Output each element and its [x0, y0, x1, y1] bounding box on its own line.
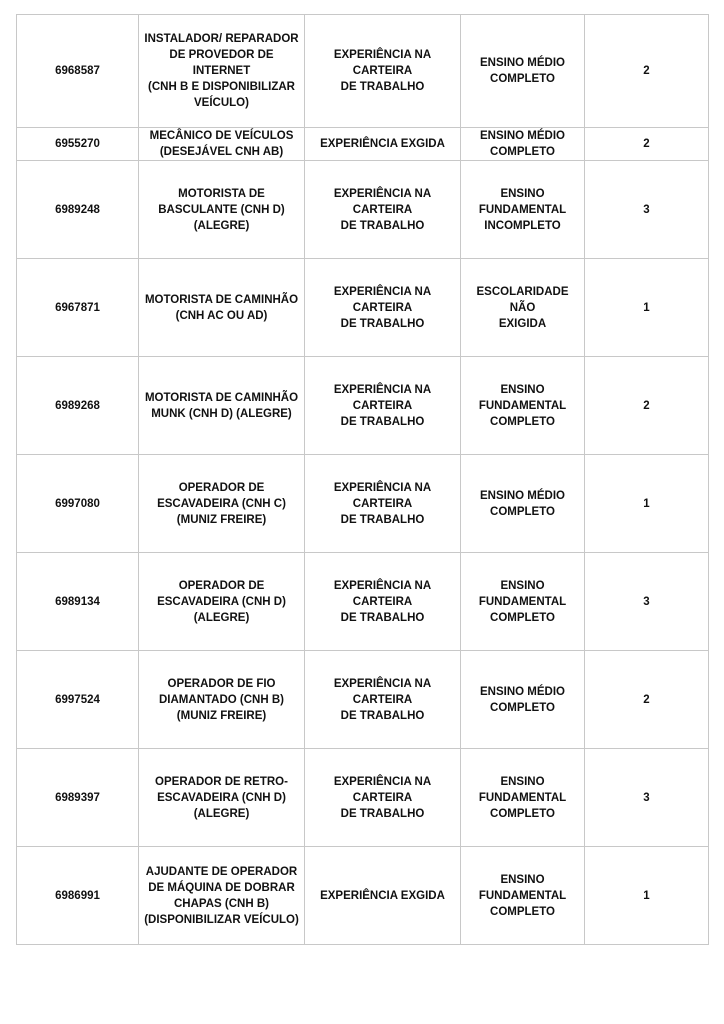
- job-role-cell: [139, 15, 305, 128]
- education-cell: [461, 128, 585, 161]
- experience-cell: [305, 259, 461, 357]
- job-role-text: OPERADOR DE ESCAVADEIRA (CNH C) (MUNIZ FREIRE): [157, 481, 286, 526]
- experience-cell: [305, 847, 461, 945]
- job-role-text: MOTORISTA DE CAMINHÃO (CNH AC OU AD): [144, 293, 299, 322]
- job-role-cell: [139, 651, 305, 749]
- experience-text: EXPERIÊNCIA NA CARTEIRA DE TRABALHO: [333, 775, 432, 820]
- job-listing-sheet: [16, 14, 708, 945]
- table-row: [17, 553, 709, 651]
- vacancies-cell: 1: [585, 847, 709, 945]
- job-role-text: MOTORISTA DE BASCULANTE (CNH D) (ALEGRE): [158, 187, 285, 232]
- job-code-cell: 6989397: [17, 749, 139, 847]
- vacancies-cell: 2: [585, 357, 709, 455]
- table-row: [17, 259, 709, 357]
- education-text: ENSINO MÉDIO COMPLETO: [480, 57, 565, 85]
- experience-text: EXPERIÊNCIA NA CARTEIRA DE TRABALHO: [333, 383, 432, 428]
- education-cell: [461, 847, 585, 945]
- education-text: ESCOLARIDADE NÃO EXIGIDA: [476, 285, 569, 330]
- vacancies-cell: 3: [585, 553, 709, 651]
- experience-cell: [305, 357, 461, 455]
- experience-cell: [305, 455, 461, 553]
- education-cell: [461, 357, 585, 455]
- job-role-text: OPERADOR DE ESCAVADEIRA (CNH D) (ALEGRE): [157, 579, 286, 624]
- job-code-cell: 6986991: [17, 847, 139, 945]
- job-vacancies-table: [16, 14, 709, 945]
- experience-cell: [305, 128, 461, 161]
- table-row: [17, 749, 709, 847]
- education-text: ENSINO FUNDAMENTAL INCOMPLETO: [478, 187, 567, 232]
- experience-cell: [305, 553, 461, 651]
- job-role-cell: [139, 357, 305, 455]
- table-row: [17, 15, 709, 128]
- job-code-cell: 6967871: [17, 259, 139, 357]
- job-code-cell: 6989134: [17, 553, 139, 651]
- education-text: ENSINO MÉDIO COMPLETO: [480, 685, 565, 714]
- education-text: ENSINO FUNDAMENTAL COMPLETO: [478, 383, 567, 428]
- experience-text: EXPERIÊNCIA EXGIDA: [320, 138, 445, 150]
- job-role-cell: [139, 259, 305, 357]
- job-code-cell: 6997524: [17, 651, 139, 749]
- experience-text: EXPERIÊNCIA NA CARTEIRA DE TRABALHO: [333, 677, 432, 722]
- education-cell: [461, 15, 585, 128]
- education-cell: [461, 259, 585, 357]
- vacancies-cell: 3: [585, 161, 709, 259]
- job-role-cell: [139, 847, 305, 945]
- job-role-cell: [139, 553, 305, 651]
- experience-cell: [305, 651, 461, 749]
- education-text: ENSINO FUNDAMENTAL COMPLETO: [478, 775, 567, 820]
- education-cell: [461, 651, 585, 749]
- table-row: [17, 161, 709, 259]
- vacancies-cell: 2: [585, 651, 709, 749]
- job-role-text: OPERADOR DE RETRO- ESCAVADEIRA (CNH D) (ALEGRE): [155, 775, 288, 820]
- experience-text: EXPERIÊNCIA NA CARTEIRA DE TRABALHO: [333, 187, 432, 232]
- job-code-cell: 6955270: [17, 128, 139, 161]
- experience-text: EXPERIÊNCIA NA CARTEIRA DE TRABALHO: [333, 481, 432, 526]
- experience-text: EXPERIÊNCIA NA CARTEIRA DE TRABALHO: [333, 285, 432, 330]
- experience-cell: [305, 15, 461, 128]
- vacancies-cell: 2: [585, 128, 709, 161]
- education-text: ENSINO FUNDAMENTAL COMPLETO: [478, 873, 567, 918]
- job-role-cell: [139, 128, 305, 161]
- job-code-cell: 6997080: [17, 455, 139, 553]
- experience-cell: [305, 749, 461, 847]
- job-role-text: INSTALADOR/ REPARADOR DE PROVEDOR DE INTERNET (CNH B E DISPONIBILIZAR VEÍCULO): [144, 33, 299, 109]
- education-text: ENSINO FUNDAMENTAL COMPLETO: [478, 579, 567, 624]
- table-row: [17, 651, 709, 749]
- job-role-cell: [139, 161, 305, 259]
- education-cell: [461, 161, 585, 259]
- job-role-text: OPERADOR DE FIO DIAMANTADO (CNH B) (MUNIZ FREIRE): [159, 677, 284, 722]
- vacancies-cell: 1: [585, 455, 709, 553]
- table-row: [17, 128, 709, 161]
- job-role-text: MOTORISTA DE CAMINHÃO MUNK (CNH D) (ALEGRE): [144, 391, 299, 420]
- vacancies-cell: 3: [585, 749, 709, 847]
- job-role-text: MECÂNICO DE VEÍCULOS (DESEJÁVEL CNH AB): [149, 130, 294, 158]
- experience-text: EXPERIÊNCIA NA CARTEIRA DE TRABALHO: [333, 49, 432, 93]
- job-code-cell: 6968587: [17, 15, 139, 128]
- education-cell: [461, 553, 585, 651]
- job-code-cell: 6989248: [17, 161, 139, 259]
- experience-text: EXPERIÊNCIA NA CARTEIRA DE TRABALHO: [333, 579, 432, 624]
- education-cell: [461, 749, 585, 847]
- education-text: ENSINO MÉDIO COMPLETO: [480, 489, 565, 518]
- job-role-cell: [139, 455, 305, 553]
- job-role-cell: [139, 749, 305, 847]
- job-role-text: AJUDANTE DE OPERADOR DE MÁQUINA DE DOBRAR CHAPAS (CNH B) (DISPONIBILIZAR VEÍCULO): [144, 865, 299, 926]
- experience-text: EXPERIÊNCIA EXGIDA: [320, 889, 445, 902]
- experience-cell: [305, 161, 461, 259]
- table-row: [17, 357, 709, 455]
- table-row: [17, 455, 709, 553]
- vacancies-cell: 1: [585, 259, 709, 357]
- education-cell: [461, 455, 585, 553]
- vacancies-cell: 2: [585, 15, 709, 128]
- table-row: [17, 847, 709, 945]
- education-text: ENSINO MÉDIO COMPLETO: [480, 130, 565, 158]
- job-code-cell: 6989268: [17, 357, 139, 455]
